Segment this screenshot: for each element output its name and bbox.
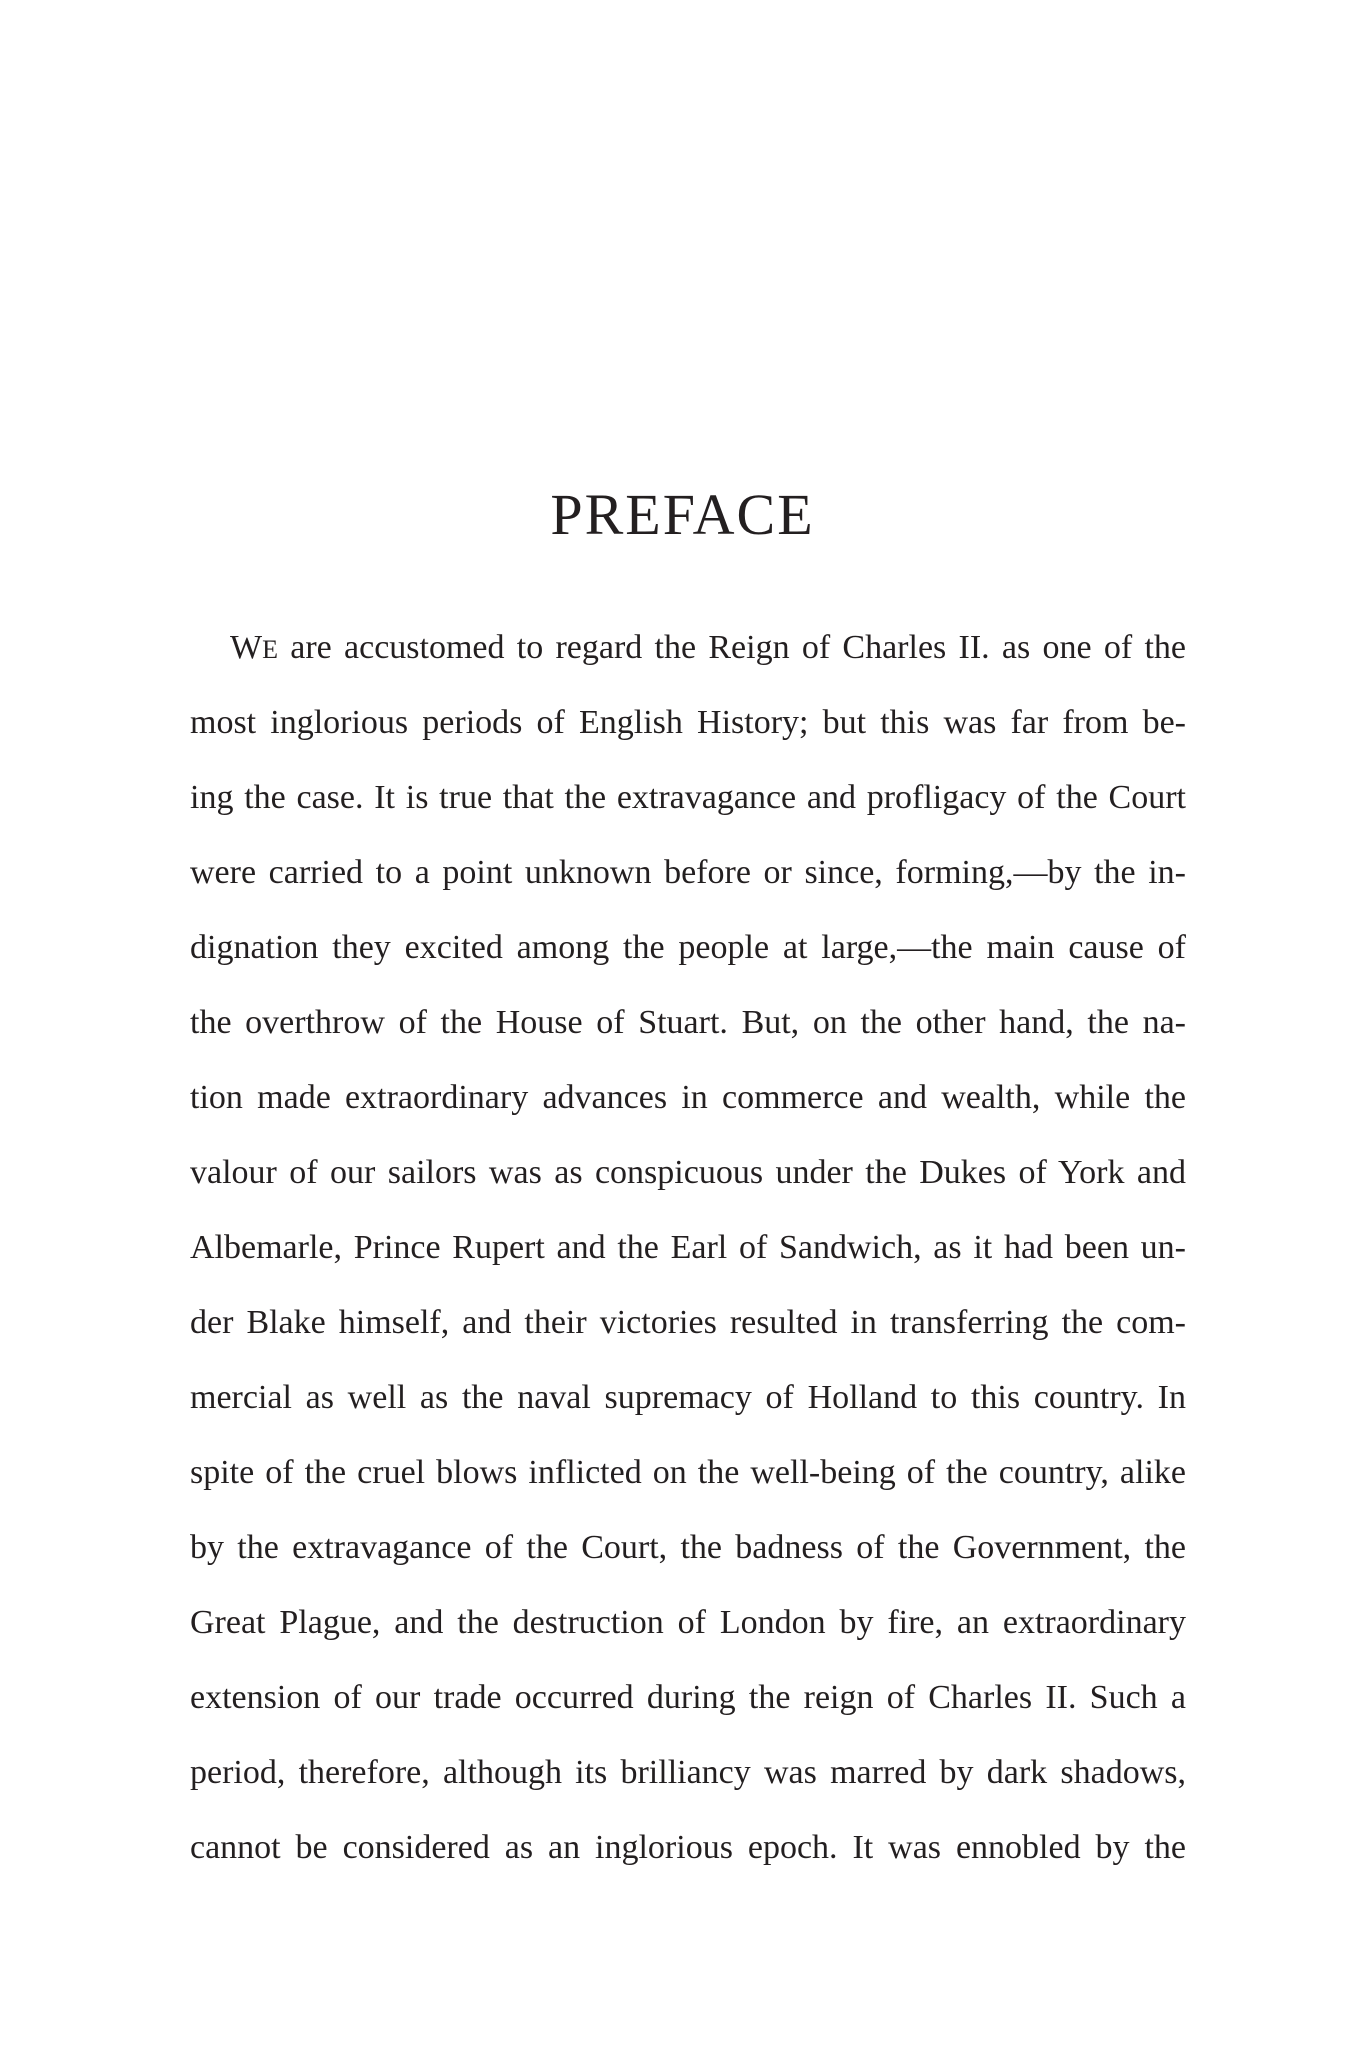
small-caps-initial: W [230,629,263,666]
text-line: most inglorious periods of English History; but this was far from be- [190,704,1186,741]
small-caps-letter: E [262,635,278,664]
text-line: period, therefore, although its brilliancy was marred by dark shadows, [190,1754,1186,1791]
text-line: dignation they excited among the people at large,—the main cause of [190,929,1186,966]
page-title: PREFACE [550,482,815,547]
text-line: valour of our sailors was as conspicuous under the Dukes of York and [190,1154,1186,1191]
text-line: Great Plague, and the destruction of London by fire, an extraordinary [190,1604,1186,1641]
text-line: the overthrow of the House of Stuart. But, on the other hand, the na- [190,1004,1186,1041]
text-line: cannot be considered as an inglorious epoch. It was ennobled by the [190,1829,1186,1866]
preface-text [190,610,1186,1885]
text-line: ing the case. It is true that the extravagance and profligacy of the Court [190,779,1186,816]
text-line-content: are accustomed to regard the Reign of Charles II. as one of the [277,629,1186,666]
text-line: spite of the cruel blows inflicted on the well-being of the country, alike [190,1454,1186,1491]
text-line: tion made extraordinary advances in commerce and wealth, while the [190,1079,1186,1116]
text-line: mercial as well as the naval supremacy of Holland to this country. In [190,1379,1186,1416]
text-line: were carried to a point unknown before or since, forming,—by the in- [190,854,1186,891]
text-line: Albemarle, Prince Rupert and the Earl of Sandwich, as it had been un- [190,1229,1186,1266]
text-line: by the extravagance of the Court, the badness of the Government, the [190,1529,1186,1566]
text-line: extension of our trade occurred during the reign of Charles II. Such a [190,1679,1186,1716]
text-line: der Blake himself, and their victories resulted in transferring the com- [190,1304,1186,1341]
text-line [190,610,1186,685]
